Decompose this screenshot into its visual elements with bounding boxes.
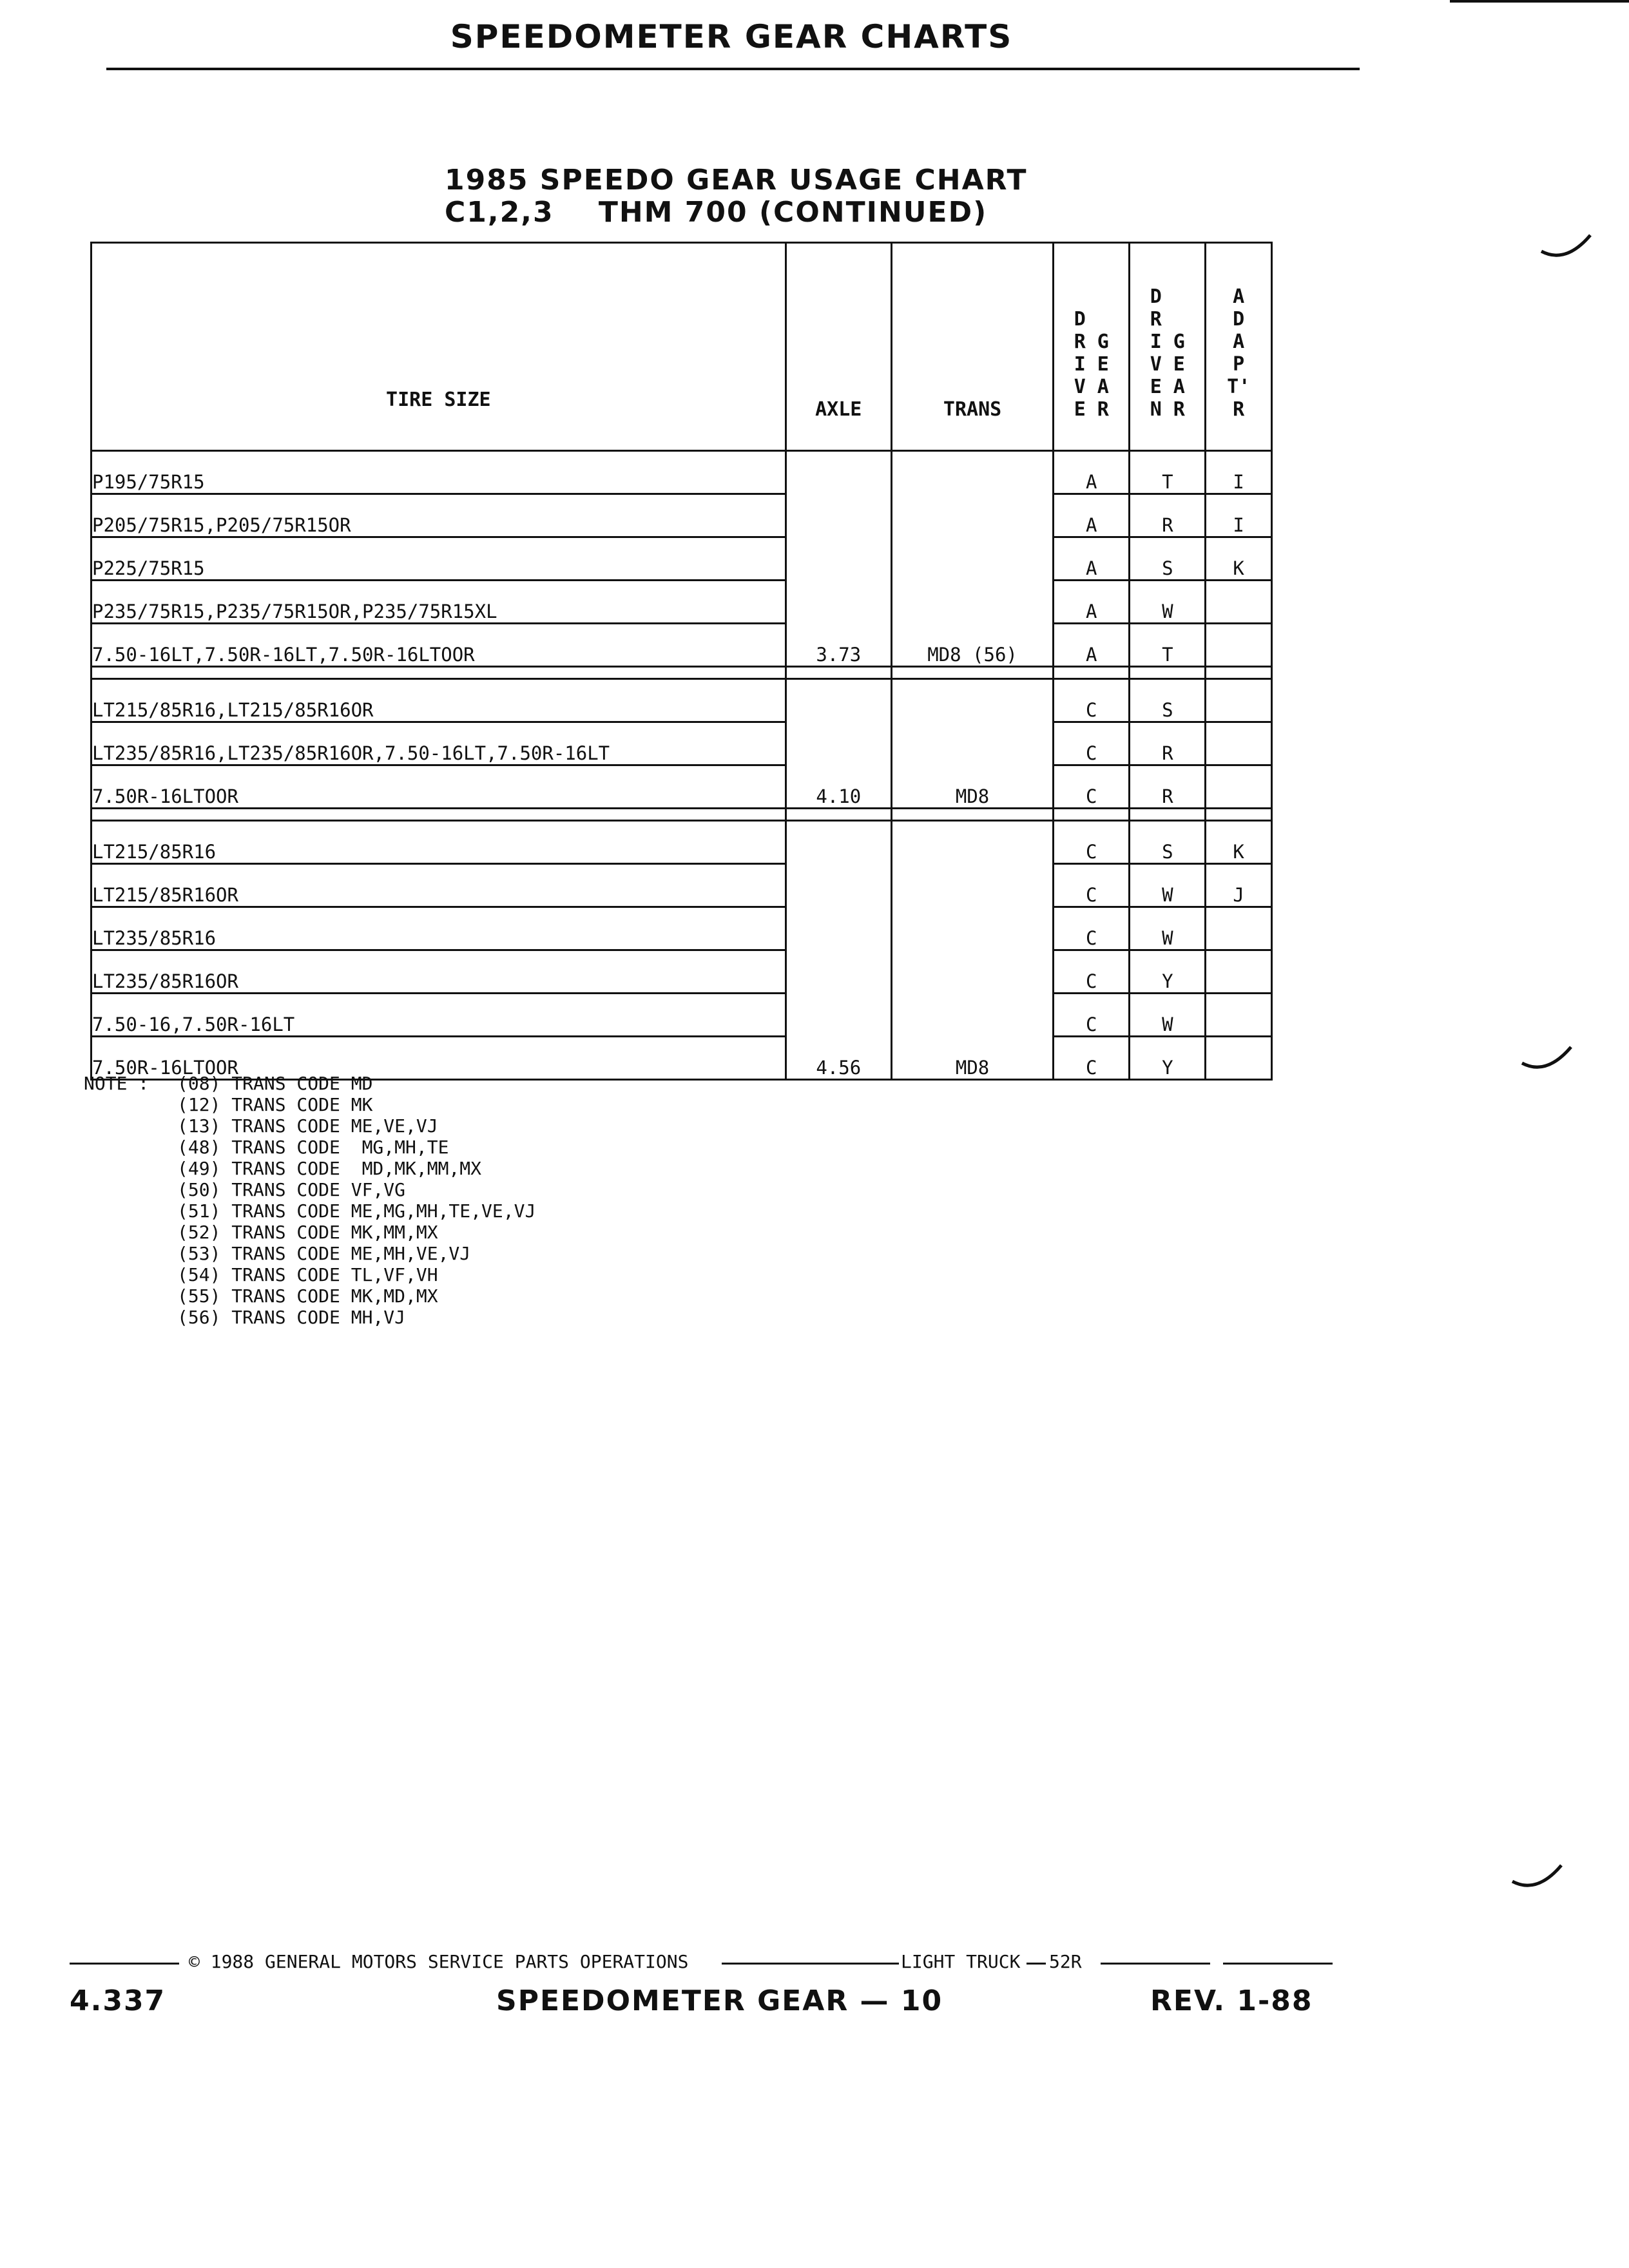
adapter-gear-cell: K: [1206, 537, 1272, 581]
footer-copyright: © 1988 GENERAL MOTORS SERVICE PARTS OPERATIONS: [189, 1951, 689, 1972]
chart-title-line-2: C1,2,3 THM 700 (CONTINUED): [445, 196, 988, 229]
footer-rule-2: [722, 1963, 899, 1965]
table-row: [92, 581, 1272, 624]
footer-light-truck: LIGHT TRUCK: [901, 1951, 1021, 1972]
driven-gear-cell: S: [1130, 679, 1206, 722]
separator-cell: [786, 667, 891, 679]
header-letter: D: [1233, 308, 1245, 331]
drive-gear-cell: C: [1054, 765, 1130, 809]
adapter-gear-cell: [1206, 1037, 1272, 1080]
table-row: [92, 950, 1272, 994]
driven-gear-cell: Y: [1130, 1037, 1206, 1080]
header-letter: E: [1173, 353, 1185, 376]
driven-gear-cell: W: [1130, 581, 1206, 624]
header-drive-letters: [1068, 308, 1092, 421]
header-trans: TRANS: [891, 243, 1053, 451]
table-row: [92, 624, 1272, 667]
separator-cell: [1130, 667, 1206, 679]
table-row: [92, 679, 1272, 722]
header-letter: G: [1097, 331, 1109, 353]
adapter-gear-cell: I: [1206, 451, 1272, 494]
separator-cell: [1206, 667, 1272, 679]
tire-size-cell: LT235/85R16,LT235/85R16OR,7.50-16LT,7.50R-16LT: [92, 722, 786, 765]
speedo-gear-table: [90, 242, 1273, 1081]
adapter-gear-cell: J: [1206, 864, 1272, 907]
table-row: [92, 451, 1272, 494]
driven-gear-cell: R: [1130, 722, 1206, 765]
table-row: [92, 537, 1272, 581]
note-item: (54) TRANS CODE TL,VF,VH: [177, 1264, 438, 1285]
header-letter: D: [1074, 308, 1086, 331]
drive-gear-cell: A: [1054, 451, 1130, 494]
footer-page-number: 4.337: [70, 1984, 166, 2017]
table-row: [92, 864, 1272, 907]
adapter-gear-cell: [1206, 679, 1272, 722]
table-row: [92, 907, 1272, 950]
header-letter: R: [1074, 331, 1086, 353]
tire-size-cell: LT235/85R16OR: [92, 950, 786, 994]
driven-gear-cell: R: [1130, 494, 1206, 537]
header-letter: R: [1097, 398, 1109, 421]
drive-gear-cell: A: [1054, 581, 1130, 624]
note-item: (55) TRANS CODE MK,MD,MX: [177, 1285, 438, 1307]
drive-gear-cell: A: [1054, 494, 1130, 537]
group-separator-row: [92, 667, 1272, 679]
note-item: (49) TRANS CODE MD,MK,MM,MX: [177, 1158, 482, 1179]
axle-cell: 4.56: [786, 821, 891, 1080]
header-letter: R: [1233, 398, 1245, 421]
footer-rule-5: [1223, 1963, 1333, 1965]
driven-gear-cell: S: [1130, 821, 1206, 864]
table-row: [92, 494, 1272, 537]
driven-gear-cell: W: [1130, 994, 1206, 1037]
header-letter: I: [1150, 331, 1162, 353]
adapter-gear-cell: I: [1206, 494, 1272, 537]
note-item: (50) TRANS CODE VF,VG: [177, 1179, 406, 1200]
header-driven-letters: [1144, 285, 1168, 421]
header-letter: G: [1173, 331, 1185, 353]
separator-cell: [891, 809, 1053, 821]
note-item: (13) TRANS CODE ME,VE,VJ: [177, 1115, 438, 1137]
driven-gear-cell: W: [1130, 907, 1206, 950]
binder-hole-mark-1: [1540, 232, 1592, 264]
table-row: [92, 722, 1272, 765]
header-letter: E: [1150, 376, 1162, 398]
adapter-gear-cell: [1206, 624, 1272, 667]
tire-size-cell: P235/75R15,P235/75R15OR,P235/75R15XL: [92, 581, 786, 624]
footer-revision: REV. 1-88: [1150, 1984, 1313, 2017]
note-item: (51) TRANS CODE ME,MG,MH,TE,VE,VJ: [177, 1200, 536, 1222]
chart-title: [445, 164, 1028, 229]
note-item: (56) TRANS CODE MH,VJ: [177, 1307, 406, 1328]
footer-section: SPEEDOMETER GEAR — 10: [496, 1984, 943, 2017]
header-rule: [106, 68, 1360, 70]
header-letter: A: [1233, 331, 1245, 353]
header-driven-gear-letters: [1168, 331, 1191, 421]
note-item: (52) TRANS CODE MK,MM,MX: [177, 1222, 438, 1243]
footer-line: [70, 1951, 1326, 1977]
tire-size-cell: LT235/85R16: [92, 907, 786, 950]
header-letter: N: [1150, 398, 1162, 421]
separator-cell: [1054, 667, 1130, 679]
top-right-rule: [1450, 0, 1629, 3]
header-axle: AXLE: [786, 243, 891, 451]
header-letter: A: [1173, 376, 1185, 398]
note-item: (08) TRANS CODE MD: [177, 1073, 373, 1094]
adapter-gear-cell: [1206, 994, 1272, 1037]
drive-gear-cell: C: [1054, 722, 1130, 765]
header-letter: P: [1233, 353, 1245, 376]
table-header-row: [92, 243, 1272, 451]
tire-size-cell: 7.50R-16LTOOR: [92, 765, 786, 809]
separator-cell: [1130, 809, 1206, 821]
header-letter: R: [1173, 398, 1185, 421]
header-drive-gear: [1054, 243, 1130, 451]
drive-gear-cell: C: [1054, 1037, 1130, 1080]
table-row: [92, 994, 1272, 1037]
drive-gear-cell: C: [1054, 864, 1130, 907]
trans-cell: MD8 (56): [891, 451, 1053, 667]
drive-gear-cell: A: [1054, 537, 1130, 581]
driven-gear-cell: Y: [1130, 950, 1206, 994]
notes-section: [84, 1073, 535, 1328]
adapter-gear-cell: [1206, 765, 1272, 809]
drive-gear-cell: A: [1054, 624, 1130, 667]
tire-size-cell: P205/75R15,P205/75R15OR: [92, 494, 786, 537]
footer-rule-1: [70, 1963, 179, 1965]
tire-size-cell: LT215/85R16OR: [92, 864, 786, 907]
drive-gear-cell: C: [1054, 994, 1130, 1037]
axle-cell: 3.73: [786, 451, 891, 667]
header-letter: A: [1097, 376, 1109, 398]
header-letter: I: [1074, 353, 1086, 376]
separator-cell: [1054, 809, 1130, 821]
tire-size-cell: 7.50-16LT,7.50R-16LT,7.50R-16LTOOR: [92, 624, 786, 667]
binder-hole-mark-2: [1521, 1044, 1572, 1076]
notes-label: NOTE :: [84, 1073, 149, 1094]
drive-gear-cell: C: [1054, 679, 1130, 722]
header-drive-gear-letters: [1092, 331, 1115, 421]
header-tire-size: TIRE SIZE: [92, 243, 786, 451]
header-letter: E: [1074, 398, 1086, 421]
driven-gear-cell: R: [1130, 765, 1206, 809]
drive-gear-cell: C: [1054, 907, 1130, 950]
footer-code: 52R: [1049, 1951, 1082, 1972]
chart-title-line-1: 1985 SPEEDO GEAR USAGE CHART: [445, 164, 1028, 197]
binder-hole-mark-3: [1511, 1862, 1563, 1894]
driven-gear-cell: W: [1130, 864, 1206, 907]
tire-size-cell: LT215/85R16,LT215/85R16OR: [92, 679, 786, 722]
header-adapter: [1206, 243, 1272, 451]
header-letter: T': [1227, 376, 1251, 398]
adapter-gear-cell: [1206, 950, 1272, 994]
adapter-gear-cell: [1206, 581, 1272, 624]
trans-cell: MD8: [891, 821, 1053, 1080]
adapter-gear-cell: [1206, 722, 1272, 765]
footer-rule-4: [1101, 1963, 1210, 1965]
tire-size-cell: P225/75R15: [92, 537, 786, 581]
drive-gear-cell: C: [1054, 821, 1130, 864]
notes-list: [84, 1073, 535, 1328]
group-separator-row: [92, 809, 1272, 821]
header-letter: V: [1150, 353, 1162, 376]
tire-size-cell: P195/75R15: [92, 451, 786, 494]
separator-cell: [92, 809, 786, 821]
driven-gear-cell: T: [1130, 624, 1206, 667]
header-adapter-letters: [1227, 285, 1250, 421]
footer-rule-3: [1027, 1963, 1046, 1965]
driven-gear-cell: S: [1130, 537, 1206, 581]
tire-size-cell: 7.50-16,7.50R-16LT: [92, 994, 786, 1037]
trans-cell: MD8: [891, 679, 1053, 809]
header-letter: D: [1150, 285, 1162, 308]
tire-size-cell: LT215/85R16: [92, 821, 786, 864]
header-letter: V: [1074, 376, 1086, 398]
header-letter: R: [1150, 308, 1162, 331]
separator-cell: [92, 667, 786, 679]
page-header-title: SPEEDOMETER GEAR CHARTS: [450, 18, 1013, 55]
tire-size-cell: 7.50R-16LTOOR: [92, 1037, 786, 1080]
table-row: [92, 821, 1272, 864]
table-body: [92, 451, 1272, 1080]
header-letter: A: [1233, 285, 1245, 308]
axle-cell: 4.10: [786, 679, 891, 809]
drive-gear-cell: C: [1054, 950, 1130, 994]
adapter-gear-cell: [1206, 907, 1272, 950]
separator-cell: [891, 667, 1053, 679]
table-row: [92, 765, 1272, 809]
note-item: (53) TRANS CODE ME,MH,VE,VJ: [177, 1243, 471, 1264]
header-letter: E: [1097, 353, 1109, 376]
note-item: (12) TRANS CODE MK: [177, 1094, 373, 1115]
driven-gear-cell: T: [1130, 451, 1206, 494]
header-driven-gear: [1130, 243, 1206, 451]
note-item: (48) TRANS CODE MG,MH,TE: [177, 1137, 449, 1158]
adapter-gear-cell: K: [1206, 821, 1272, 864]
separator-cell: [786, 809, 891, 821]
separator-cell: [1206, 809, 1272, 821]
